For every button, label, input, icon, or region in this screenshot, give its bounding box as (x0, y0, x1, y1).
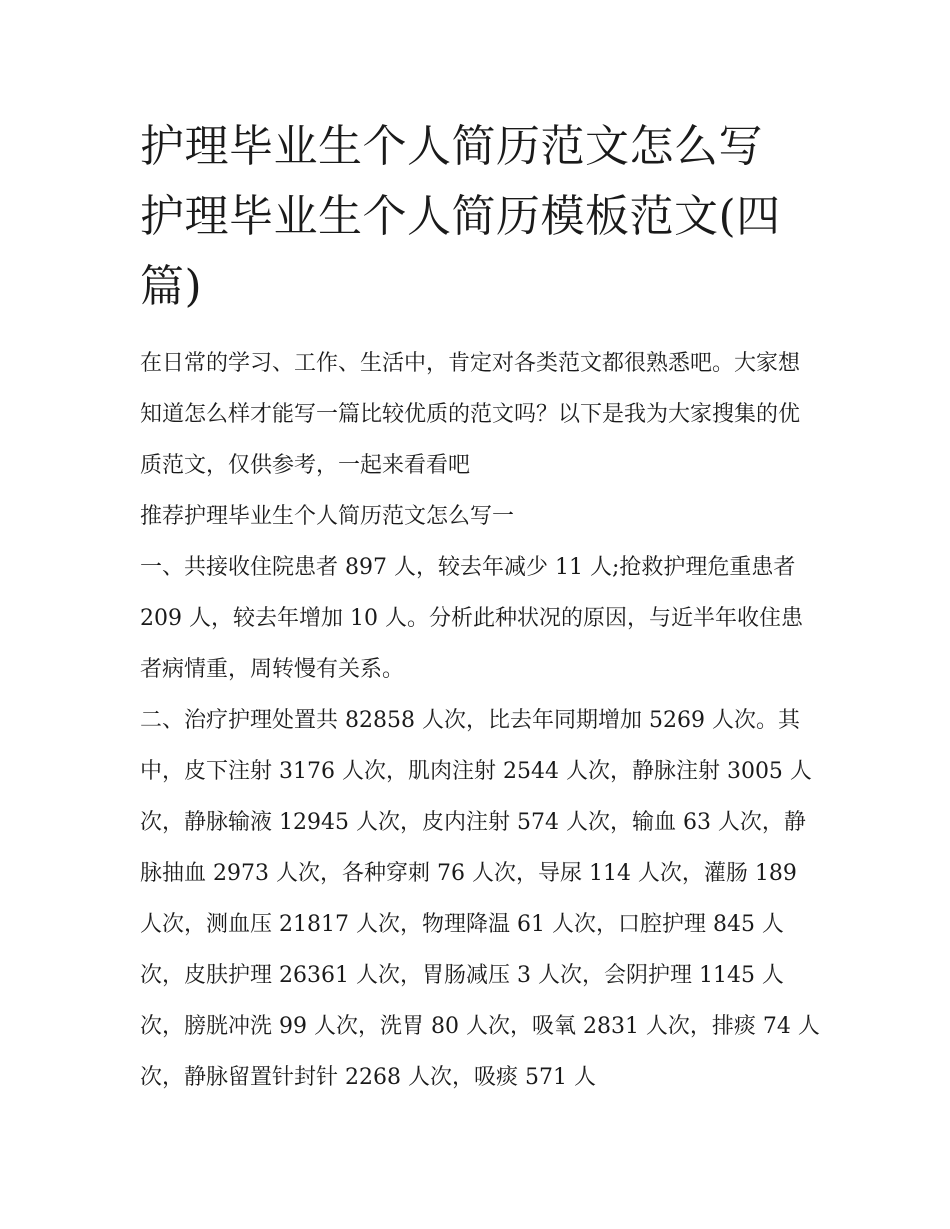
document-body (140, 112, 820, 1103)
document-title: 护理毕业生个人简历范文怎么写 护理毕业生个人简历模板范文(四篇) (140, 121, 781, 312)
paragraph-item-1: 一、共接收住院患者 897 人，较去年减少 11 人;抢救护理危重患者 209 人，较去年增加 10 人。分析此种状况的原因，与近半年收住患者病情重，周转慢有关系。 (140, 555, 803, 682)
section-heading: 推荐护理毕业生个人简历范文怎么写一 (140, 504, 515, 529)
paragraph-item-2: 二、治疗护理处置共 82858 人次，比去年同期增加 5269 人次。其中，皮下注射 3176 人次，肌肉注射 2544 人次，静脉注射 3005 人次，静脉输液 12945 人次，皮内注射 574 人次，输血 63 人次，静脉抽血 2973 人次，各种穿刺 76 人次，导尿 114 人次，灌肠 189 人次，测血压 21817 人次，物理降温 61 人次，口腔护理 845 人次，皮肤护理 26361 人次，胃肠减压 3 人次，会阴护理 1145 人次，膀胱冲洗 99 人次，洗胃 80 人次，吸氧 2831 人次，排痰 74 人次，静脉留置针封针 2268 人次，吸痰 571 人 (140, 708, 820, 1090)
document-content (140, 338, 820, 1103)
intro-paragraph: 在日常的学习、工作、生活中，肯定对各类范文都很熟悉吧。大家想知道怎么样才能写一篇比较优质的范文吗？以下是我为大家搜集的优质范文，仅供参考，一起来看看吧 (140, 351, 801, 478)
